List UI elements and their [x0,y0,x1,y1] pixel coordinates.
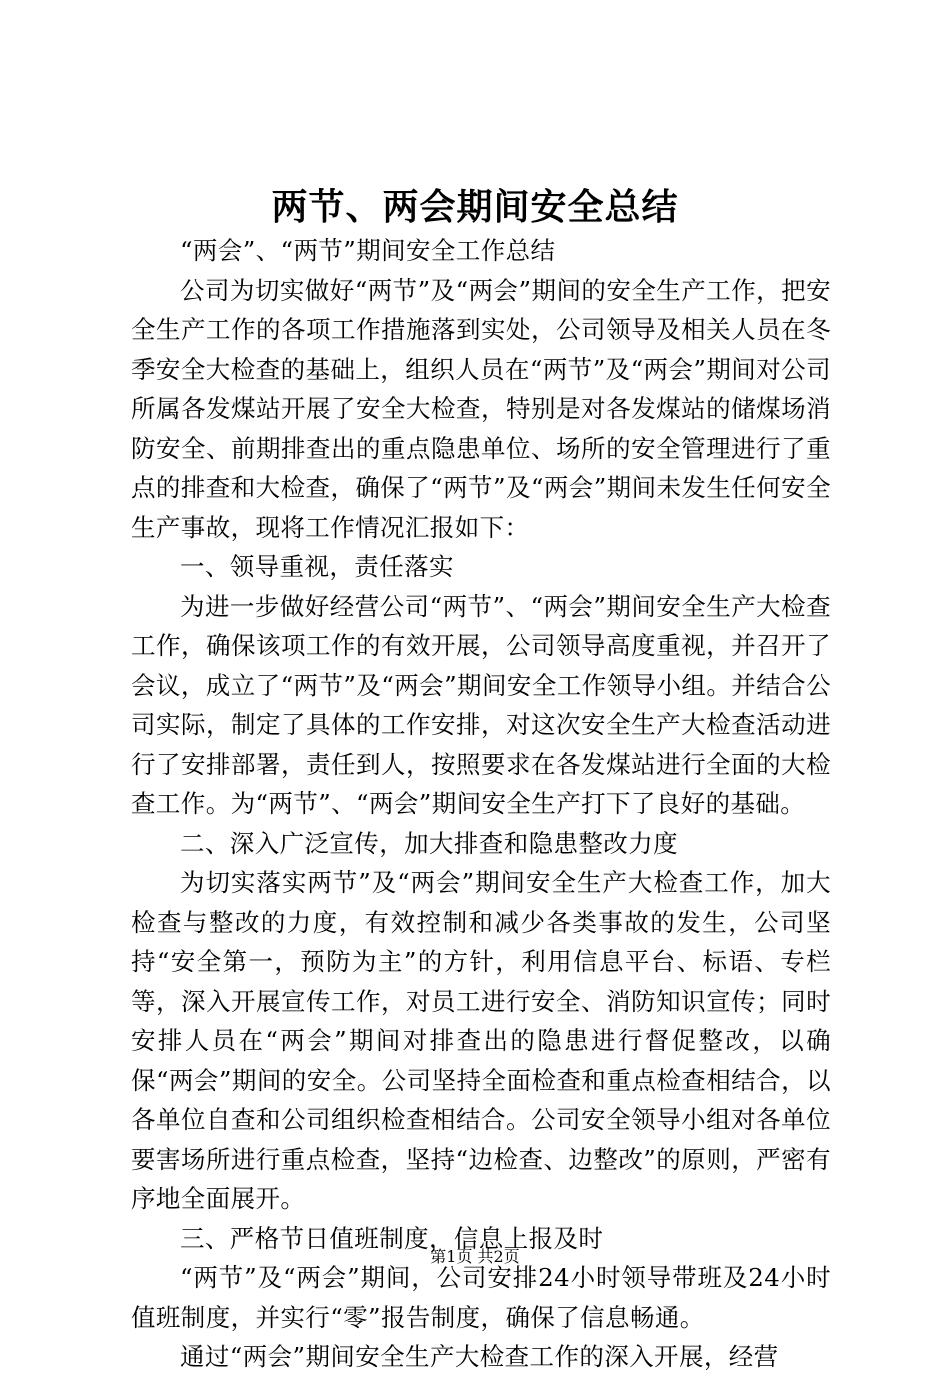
paragraph-section-3: “两节”及“两会”期间，公司安排24小时领导带班及24小时值班制度，并实行“零”报告制度，确保了信息畅通。 [131,1263,831,1332]
section-heading-1: 一、领导重视，责任落实 [180,552,454,581]
section-heading-2: 二、深入广泛宣传，加大排查和隐患整改力度 [180,828,678,858]
paragraph-section-1: 为进一步做好经营公司“两节”、“两会”期间安全生产大检查工作，确保该项工作的有效开展，公司领导高度重视，并召开了会议，成立了“两节”及“两会”期间安全工作领导小组。并结合公司实际，制定了具体的工作安排，对这次安全生产大检查活动进行了安排部署，责任到人，按照要求在各发煤站进行全面的大检查工作。为“两节”、“两会”期间安全生产打下了良好的基础。 [131,591,831,818]
paragraph-section-2: 为切实落实两节”及“两会”期间安全生产大检查工作，加大检查与整改的力度，有效控制和减少各类事故的发生，公司坚持“安全第一，预防为主”的方针，利用信息平台、标语、专栏等，深入开展宣传工作，对员工进行安全、消防知识宣传；同时安排人员在“两会”期间对排查出的隐患进行督促整改，以确保“两会”期间的安全。公司坚持全面检查和重点检查相结合，以各单位自查和公司组织检查相结合。公司安全领导小组对各单位要害场所进行重点检查，坚持“边检查、边整改”的原则，严密有序地全面展开。 [131,868,831,1213]
paragraph-intro: 公司为切实做好“两节”及“两会”期间的安全生产工作，把安全生产工作的各项工作措施落到实处，公司领导及相关人员在冬季安全大检查的基础上，组织人员在“两节”及“两会”期间对公司所属各发煤站开展了安全大检查，特别是对各发煤站的储煤场消防安全、前期排查出的重点隐患单位、场所的安全管理进行了重点的排查和大检查，确保了“两节”及“两会”期间未发生任何安全生产事故，现将工作情况汇报如下： [131,275,831,542]
section-heading-3: 三、严格节日值班制度，信息上报及时 [180,1223,604,1253]
document-body [131,231,831,1377]
paragraph-conclusion: 通过“两会”期间安全生产大检查工作的深入开展，经营 [180,1342,779,1371]
page-number-footer: 第1页 共2页 [430,1247,520,1266]
paragraph-subtitle: “两会”、“两节”期间安全工作总结 [180,236,556,265]
document-title: 两节、两会期间安全总结 [271,186,679,228]
